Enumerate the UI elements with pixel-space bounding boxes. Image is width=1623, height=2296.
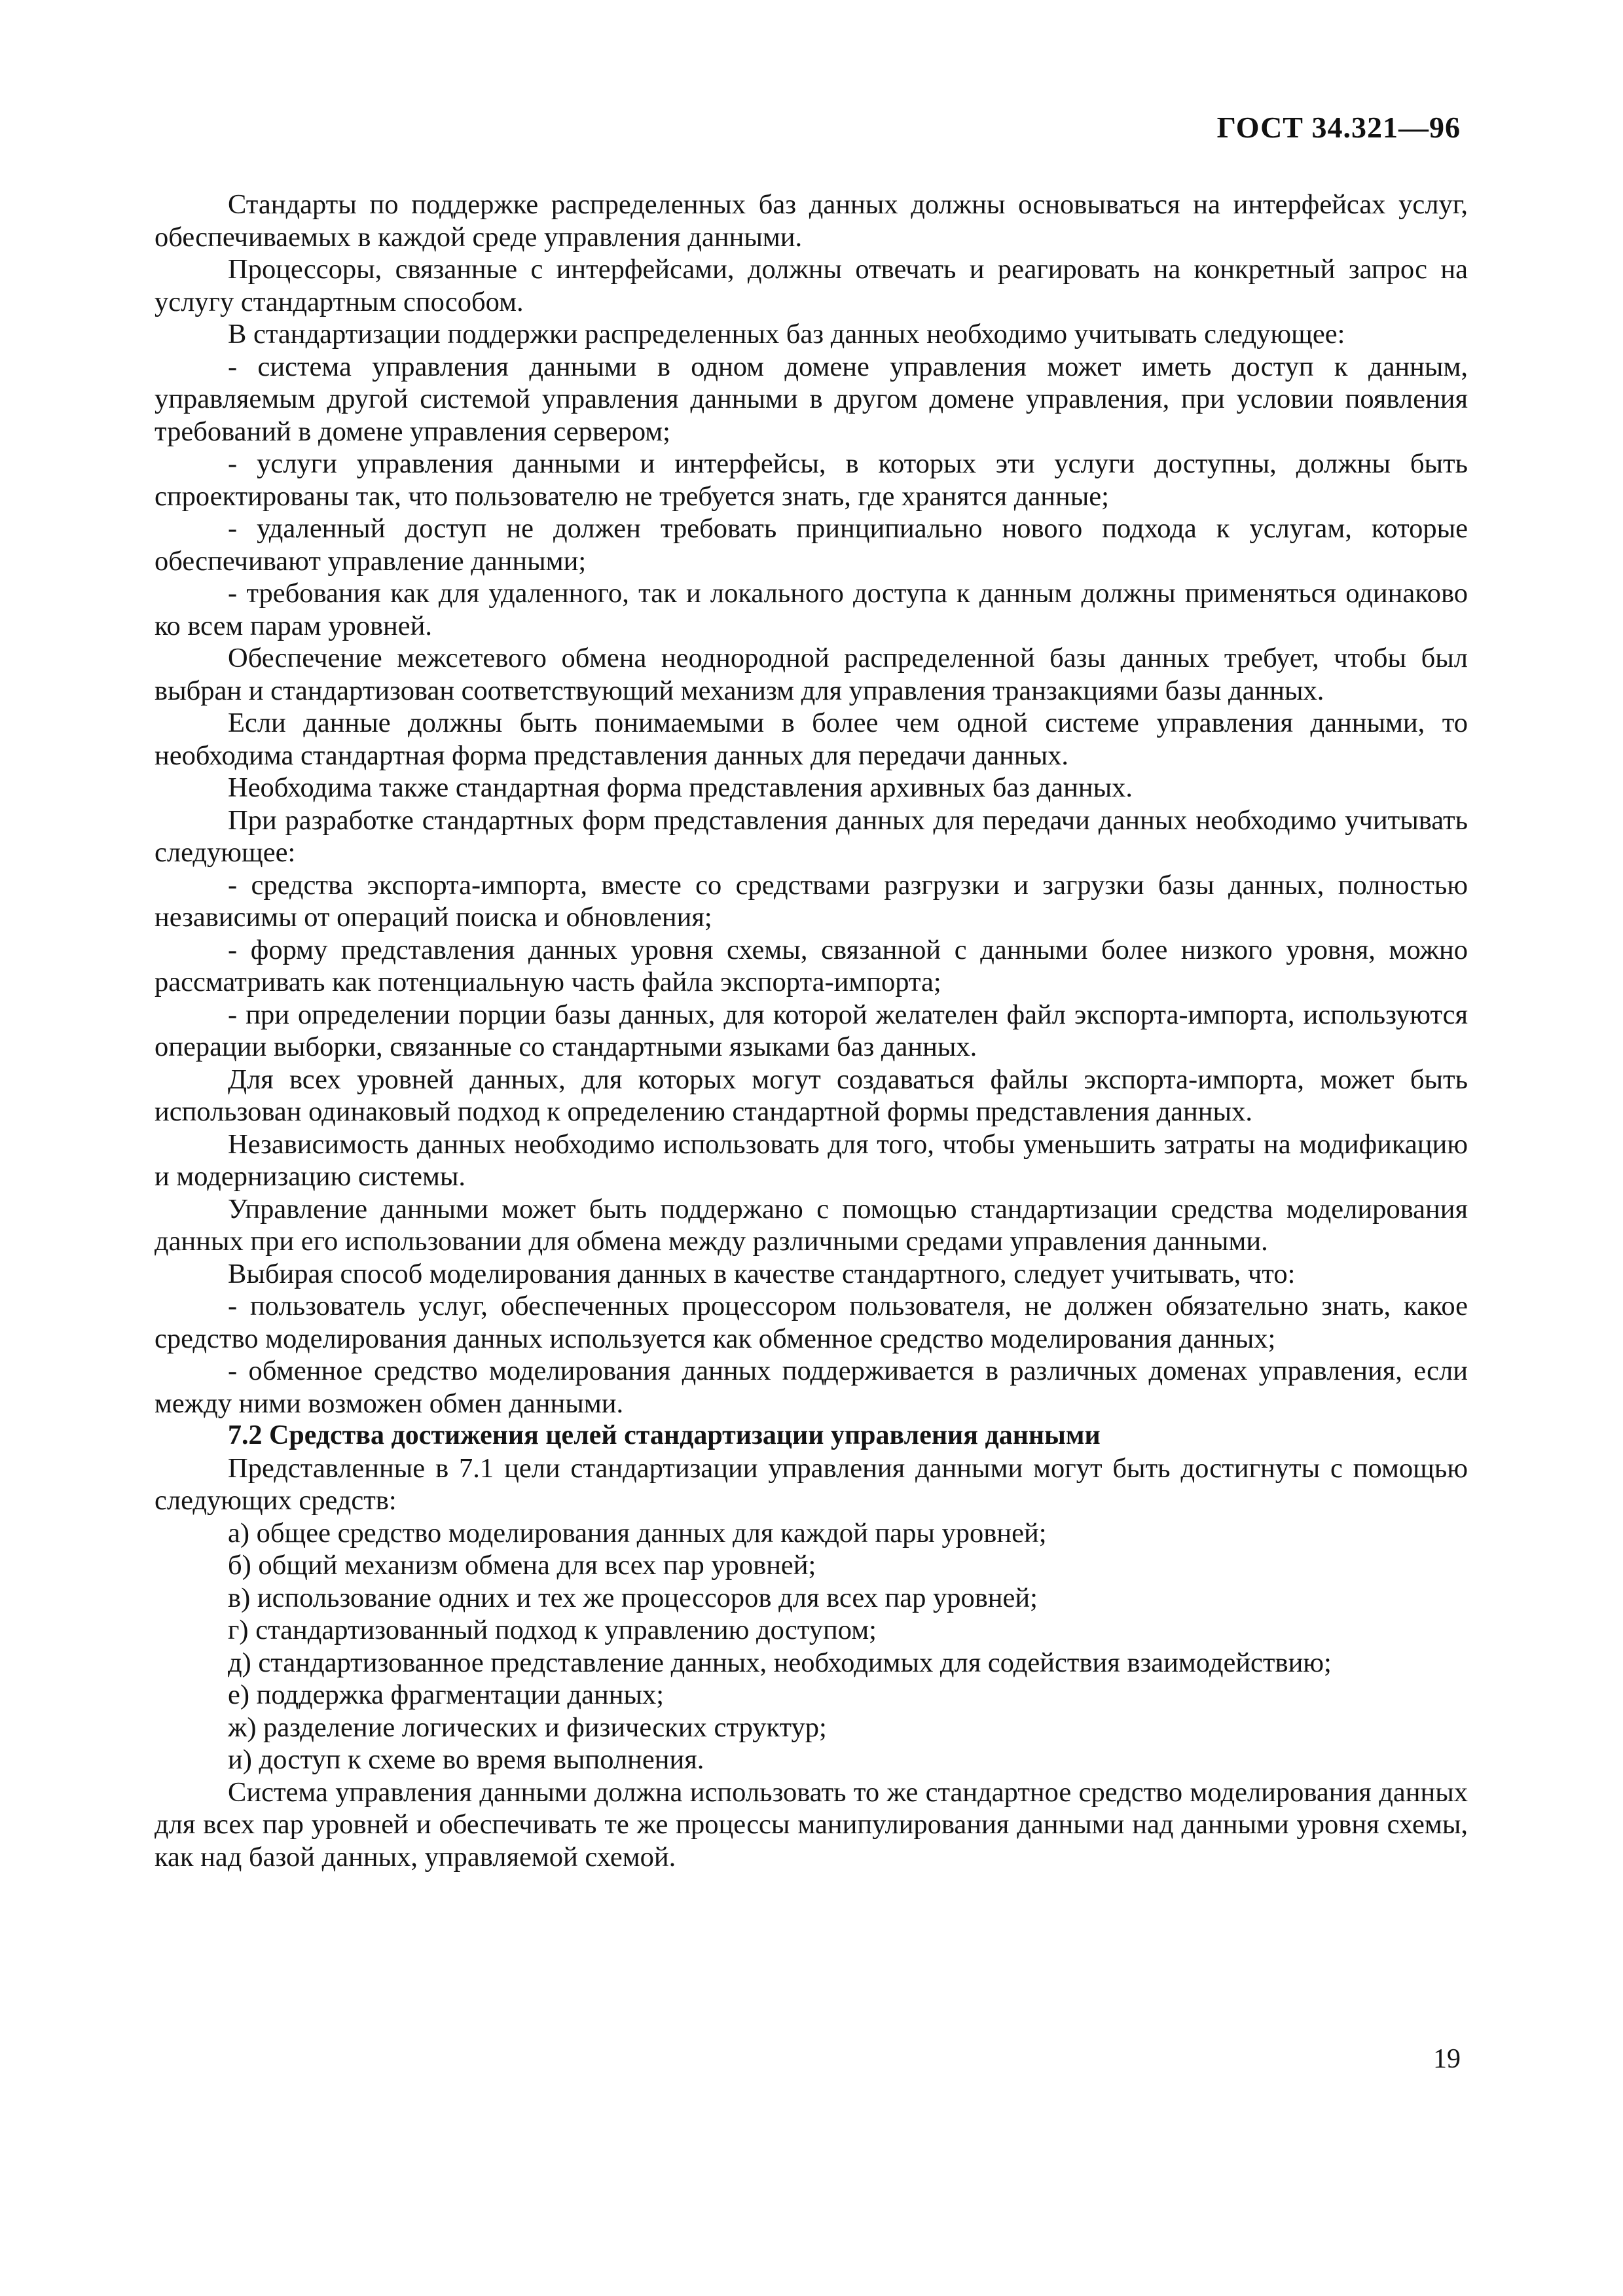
list-item: б) общий механизм обмена для всех пар уровней; xyxy=(228,1550,816,1581)
list-item: - средства экспорта-импорта, вместе со средствами разгрузки и загрузки базы данных, полностью независимы от операций поиска и обновления; xyxy=(155,869,1468,933)
document-body xyxy=(155,188,1468,1873)
list-item: е) поддержка фрагментации данных; xyxy=(228,1679,665,1710)
list-item: - требования как для удаленного, так и локального доступа к данным должны применяться одинаково ко всем парам уровней. xyxy=(155,578,1468,641)
list-item: - при определении порции базы данных, для которой желателен файл экспорта-импорта, используются операции выборки, связанные со стандартными языками баз данных. xyxy=(155,999,1468,1062)
paragraph: Для всех уровней данных, для которых могут создаваться файлы экспорта-импорта, может быть использован одинаковый подход к определению стандартной формы представления данных. xyxy=(155,1064,1468,1127)
paragraph: Независимость данных необходимо использовать для того, чтобы уменьшить затраты на модификацию и модернизацию системы. xyxy=(155,1128,1468,1192)
list-item: - система управления данными в одном домене управления может иметь доступ к данным, управляемым другой системой управления данными в другом домене управления, при условии появления требований в домене управления сервером; xyxy=(155,351,1468,447)
section-heading: 7.2 Средства достижения целей стандартизации управления данными xyxy=(228,1420,1101,1450)
document-header: ГОСТ 34.321—96 xyxy=(1216,111,1461,144)
paragraph: Представленные в 7.1 цели стандартизации управления данными могут быть достигнуты с помощью следующих средств: xyxy=(155,1452,1468,1516)
list-item: - пользователь услуг, обеспеченных процессором пользователя, не должен обязательно знать, какое средство моделирования данных используется как обменное средство моделирования данных; xyxy=(155,1291,1468,1354)
paragraph: Управление данными может быть поддержано с помощью стандартизации средства моделирования данных при его использовании для обмена между различными средами управления данными. xyxy=(155,1193,1468,1257)
paragraph: Обеспечение межсетевого обмена неоднородной распределенной базы данных требует, чтобы был выбран и стандартизован соответствующий механизм для управления транзакциями базы данных. xyxy=(155,643,1468,706)
paragraph: В стандартизации поддержки распределенных баз данных необходимо учитывать следующее: xyxy=(228,319,1345,350)
list-item: и) доступ к схеме во время выполнения. xyxy=(228,1744,704,1775)
paragraph: Стандарты по поддержке распределенных баз данных должны основываться на интерфейсах услуг, обеспечиваемых в каждой среде управления данными. xyxy=(155,189,1468,253)
paragraph: Выбирая способ моделирования данных в качестве стандартного, следует учитывать, что: xyxy=(228,1258,1296,1289)
list-item: - форму представления данных уровня схемы, связанной с данными более низкого уровня, можно рассматривать как потенциальную часть файла экспорта-импорта; xyxy=(155,934,1468,997)
list-item: - обменное средство моделирования данных поддерживается в различных доменах управления, если между ними возможен обмен данными. xyxy=(155,1355,1468,1419)
list-item: в) использование одних и тех же процессоров для всех пар уровней; xyxy=(228,1582,1038,1613)
paragraph: Система управления данными должна использовать то же стандартное средство моделирования данных для всех пар уровней и обеспечивать те же процессы манипулирования данными над данными уровня схемы, как над базой данных, управляемой схемой. xyxy=(155,1776,1468,1873)
list-item: - услуги управления данными и интерфейсы, в которых эти услуги доступны, должны быть спроектированы так, что пользователю не требуется знать, где хранятся данные; xyxy=(155,448,1468,512)
paragraph: При разработке стандартных форм представления данных для передачи данных необходимо учитывать следующее: xyxy=(155,804,1468,868)
list-item: ж) разделение логических и физических структур; xyxy=(228,1712,827,1743)
list-item: - удаленный доступ не должен требовать принципиально нового подхода к услугам, которые обеспечивают управление данными; xyxy=(155,513,1468,577)
list-item: д) стандартизованное представление данных, необходимых для содействия взаимодействию; xyxy=(228,1647,1332,1678)
page-number: 19 xyxy=(1433,2044,1461,2074)
list-item: г) стандартизованный подход к управлению доступом; xyxy=(228,1615,877,1645)
paragraph: Процессоры, связанные с интерфейсами, должны отвечать и реагировать на конкретный запрос на услугу стандартным способом. xyxy=(155,254,1468,317)
paragraph: Если данные должны быть понимаемыми в более чем одной системе управления данными, то необходима стандартная форма представления данных для передачи данных. xyxy=(155,708,1468,771)
list-item: а) общее средство моделирования данных для каждой пары уровней; xyxy=(228,1517,1047,1549)
paragraph: Необходима также стандартная форма представления архивных баз данных. xyxy=(228,772,1133,803)
